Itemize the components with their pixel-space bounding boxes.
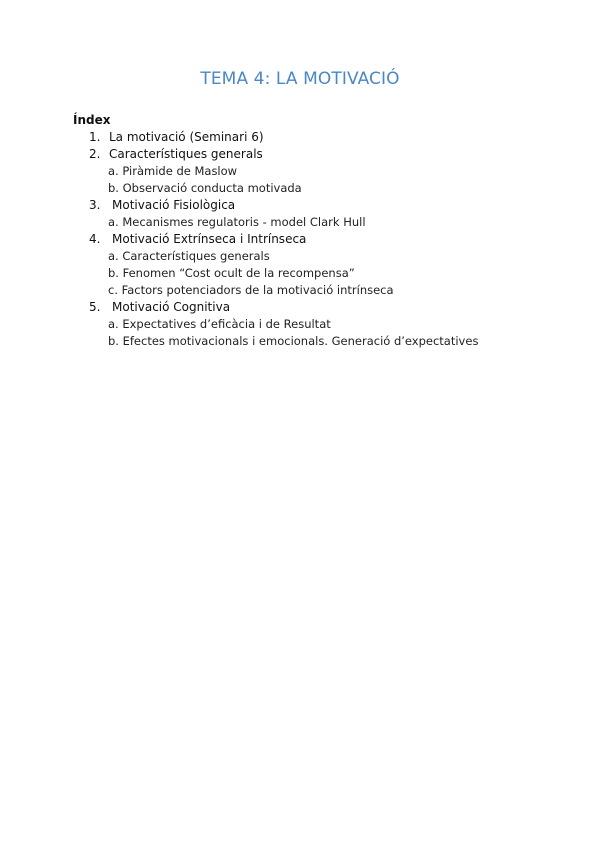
- index-heading: Índex: [73, 113, 111, 127]
- toc-item-1: [0, 129, 600, 146]
- toc-subitem-label: a. Expectatives d’eficàcia i de Resultat: [108, 317, 331, 331]
- toc-item-number: 1.: [89, 130, 101, 144]
- toc-item-number: 2.: [89, 147, 101, 161]
- toc-subitem-label: a. Piràmide de Maslow: [108, 164, 238, 178]
- toc-subitem-2a: [0, 163, 600, 180]
- toc-subitem-label: a. Mecanismes regulatoris - model Clark Hull: [108, 215, 366, 229]
- toc-subitem-label: c. Factors potenciadors de la motivació intrínseca: [108, 283, 394, 297]
- toc-subitem-label: b. Fenomen “Cost ocult de la recompensa”: [108, 266, 355, 280]
- toc-subitem-label: a. Característiques generals: [108, 249, 270, 263]
- toc-subitem-label: b. Efectes motivacionals i emocionals. Generació d’expectatives: [108, 334, 479, 348]
- toc-item-label: Motivació Cognitiva: [112, 300, 231, 314]
- toc-item-label: Característiques generals: [109, 147, 263, 161]
- toc-item-number: 5.: [89, 300, 101, 314]
- toc-subitem-2b: [0, 180, 600, 197]
- toc-subitem-4c: [0, 282, 600, 299]
- toc-item-3: [0, 197, 600, 214]
- toc-item-number: 3.: [89, 198, 101, 212]
- table-of-contents: [0, 129, 600, 350]
- toc-item-number: 4.: [89, 232, 101, 246]
- toc-subitem-3a: [0, 214, 600, 231]
- toc-item-4: [0, 231, 600, 248]
- toc-item-label: La motivació (Seminari 6): [109, 130, 264, 144]
- toc-subitem-4b: [0, 265, 600, 282]
- toc-subitem-5b: [0, 333, 600, 350]
- toc-subitem-5a: [0, 316, 600, 333]
- toc-item-5: [0, 299, 600, 316]
- toc-item-label: Motivació Fisiològica: [112, 198, 236, 212]
- page-title: TEMA 4: LA MOTIVACIÓ: [200, 69, 400, 89]
- toc-item-2: [0, 146, 600, 163]
- toc-subitem-4a: [0, 248, 600, 265]
- toc-subitem-label: b. Observació conducta motivada: [108, 181, 302, 195]
- toc-item-label: Motivació Extrínseca i Intrínseca: [112, 232, 307, 246]
